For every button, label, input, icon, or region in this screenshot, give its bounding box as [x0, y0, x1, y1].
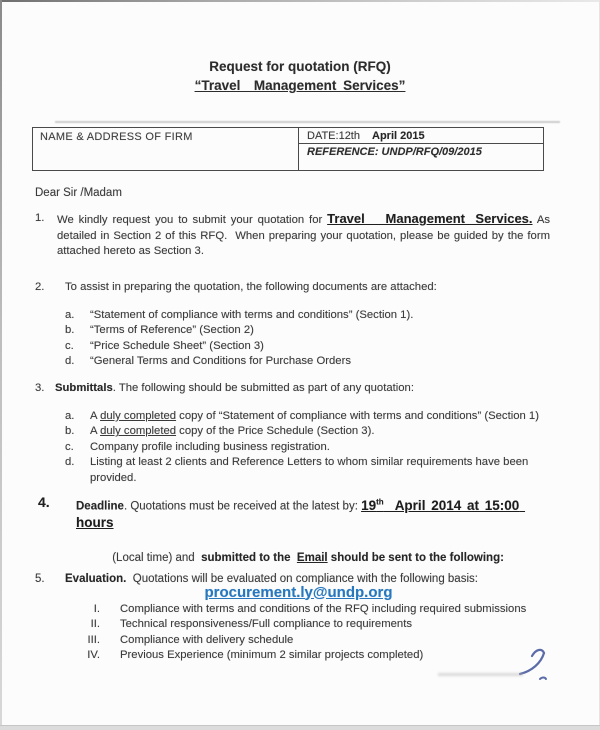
- service-name-bold: Travel Management Services.: [327, 211, 533, 226]
- date-reference-cells: [299, 128, 543, 170]
- scan-smudge-artifact: [438, 673, 523, 676]
- item-text: “Terms of Reference” (Section 2): [90, 324, 254, 337]
- item-marker: a.: [65, 309, 75, 321]
- list-item: [65, 424, 548, 439]
- paragraph-2-text: To assist in preparing the quotation, the following documents are attached:: [65, 281, 437, 293]
- procurement-email-link[interactable]: procurement.ly@undp.org: [204, 583, 393, 601]
- item-text: [90, 409, 548, 424]
- paragraph-2-lead: [35, 281, 550, 293]
- item-marker: b.: [65, 324, 75, 337]
- roman-marker: IV.: [87, 649, 100, 662]
- paragraph-5-evaluation: [35, 573, 550, 585]
- roman-marker: I.: [93, 603, 100, 615]
- title-line-2: “Travel Management Services”: [194, 78, 406, 93]
- attached-documents-list: [65, 308, 548, 370]
- item-number: 3.: [35, 382, 45, 394]
- item-text: “Price Schedule Sheet” (Section 3): [90, 339, 264, 352]
- paragraph-1-post: As detailed in Section 2 of this RFQ. When preparing your quotation, please be guided by the form attached hereto as Section 3.: [57, 214, 554, 257]
- item-number: 4.: [38, 494, 50, 510]
- list-item: [65, 323, 548, 338]
- item-pre: A: [90, 410, 101, 422]
- header-table: [32, 127, 544, 171]
- sent-to-following-bold: should be sent to the following:: [327, 551, 504, 564]
- list-item: [70, 633, 548, 648]
- scan-edge-left: [0, 0, 2, 730]
- submittals-list: [65, 409, 548, 486]
- item-pre: A: [90, 425, 101, 438]
- item-text: Compliance with delivery schedule: [120, 633, 294, 646]
- item-post: copy of “Statement of compliance with terms and conditions” (Section 1): [176, 410, 539, 422]
- list-item: [65, 339, 548, 354]
- item-text: Compliance with terms and conditions of the RFQ including required submissions: [120, 603, 527, 615]
- item-post: Listing at least 2 clients and Reference Letters to whom similar requirements have been provided.: [90, 456, 532, 484]
- list-item: [65, 308, 548, 323]
- date-value: April 2015: [372, 130, 425, 142]
- scan-streak-artifact: [55, 121, 560, 123]
- paragraph-3-text: [55, 382, 414, 394]
- evaluation-rest: Quotations will be evaluated on compliance with the following basis:: [126, 573, 478, 585]
- item-marker: c.: [65, 440, 74, 453]
- item-marker: d.: [65, 456, 75, 469]
- deadline-day: 19: [361, 497, 377, 513]
- paragraph-1-pre: We kindly request you to submit your quotation for: [57, 214, 328, 226]
- item-number: 2.: [35, 281, 45, 293]
- handwritten-pen-mark: [496, 646, 554, 695]
- submitted-to-bold: submitted to the: [201, 551, 297, 564]
- deadline-line-1: [38, 494, 553, 532]
- scan-edge-bottom: [0, 725, 600, 730]
- item-marker: c.: [65, 339, 74, 352]
- deadline-rest: April 2014 at 15:00 hours: [76, 497, 526, 530]
- item-text: “General Terms and Conditions for Purchase Orders: [90, 355, 351, 368]
- submittals-rest: . The following should be submitted as part of any quotation:: [112, 382, 414, 394]
- deadline-ordinal: th: [376, 497, 384, 506]
- list-item: [65, 354, 548, 369]
- title-line-1: Request for quotation (RFQ): [209, 59, 391, 74]
- date-label: DATE:12th: [307, 130, 360, 142]
- paragraph-3-submittals: [35, 382, 550, 394]
- reference-cell: REFERENCE: UNDP/RFQ/09/2015: [307, 146, 482, 158]
- evaluation-bold: Evaluation.: [65, 573, 127, 585]
- salutation: Dear Sir /Madam: [35, 187, 122, 199]
- evaluation-criteria-list: [70, 602, 548, 664]
- item-text: [90, 455, 548, 486]
- item-number: 5.: [35, 573, 45, 585]
- submittals-bold: Submittals: [55, 382, 113, 394]
- paragraph-1-request: [35, 211, 554, 260]
- list-item: [65, 440, 548, 455]
- item-text: Technical responsiveness/Full compliance to requirements: [120, 618, 412, 631]
- list-item: [70, 617, 548, 632]
- evaluation-text: [65, 573, 478, 585]
- roman-marker: II.: [90, 618, 100, 631]
- roman-marker: III.: [87, 633, 100, 646]
- list-item: [65, 455, 548, 486]
- item-marker: d.: [65, 355, 75, 368]
- list-item: [70, 602, 548, 617]
- item-text: “Statement of compliance with terms and conditions” (Section 1).: [90, 309, 414, 321]
- deadline-bold: Deadline: [76, 500, 124, 513]
- date-cell: [299, 128, 543, 144]
- firm-name-cell: NAME & ADDRESS OF FIRM: [33, 128, 299, 170]
- item-text: [90, 440, 548, 455]
- item-number: 1.: [35, 212, 45, 224]
- local-time-text: (Local time) and: [112, 551, 202, 564]
- duly-completed-underline: duly completed: [100, 425, 177, 438]
- email-word-underline: Email: [296, 551, 328, 564]
- item-text: Previous Experience (minimum 2 similar projects completed): [120, 649, 424, 662]
- item-text: [90, 424, 548, 439]
- list-item: [70, 648, 548, 663]
- pen-squiggle-icon: [496, 646, 554, 690]
- paragraph-1-text: [57, 211, 554, 260]
- paragraph-4-deadline: [38, 494, 553, 602]
- deadline-text: [76, 494, 553, 532]
- list-item: [65, 409, 548, 424]
- deadline-mid: . Quotations must be received at the latest by:: [123, 500, 362, 513]
- item-marker: a.: [65, 410, 75, 422]
- document-title: [0, 57, 600, 95]
- scan-edge-top: [0, 0, 600, 2]
- duly-completed-underline: duly completed: [100, 410, 177, 422]
- item-post: Company profile including business registration.: [90, 440, 330, 453]
- email-line: [38, 585, 553, 602]
- item-post: copy of the Price Schedule (Section 3).: [176, 425, 375, 438]
- item-marker: b.: [65, 425, 75, 438]
